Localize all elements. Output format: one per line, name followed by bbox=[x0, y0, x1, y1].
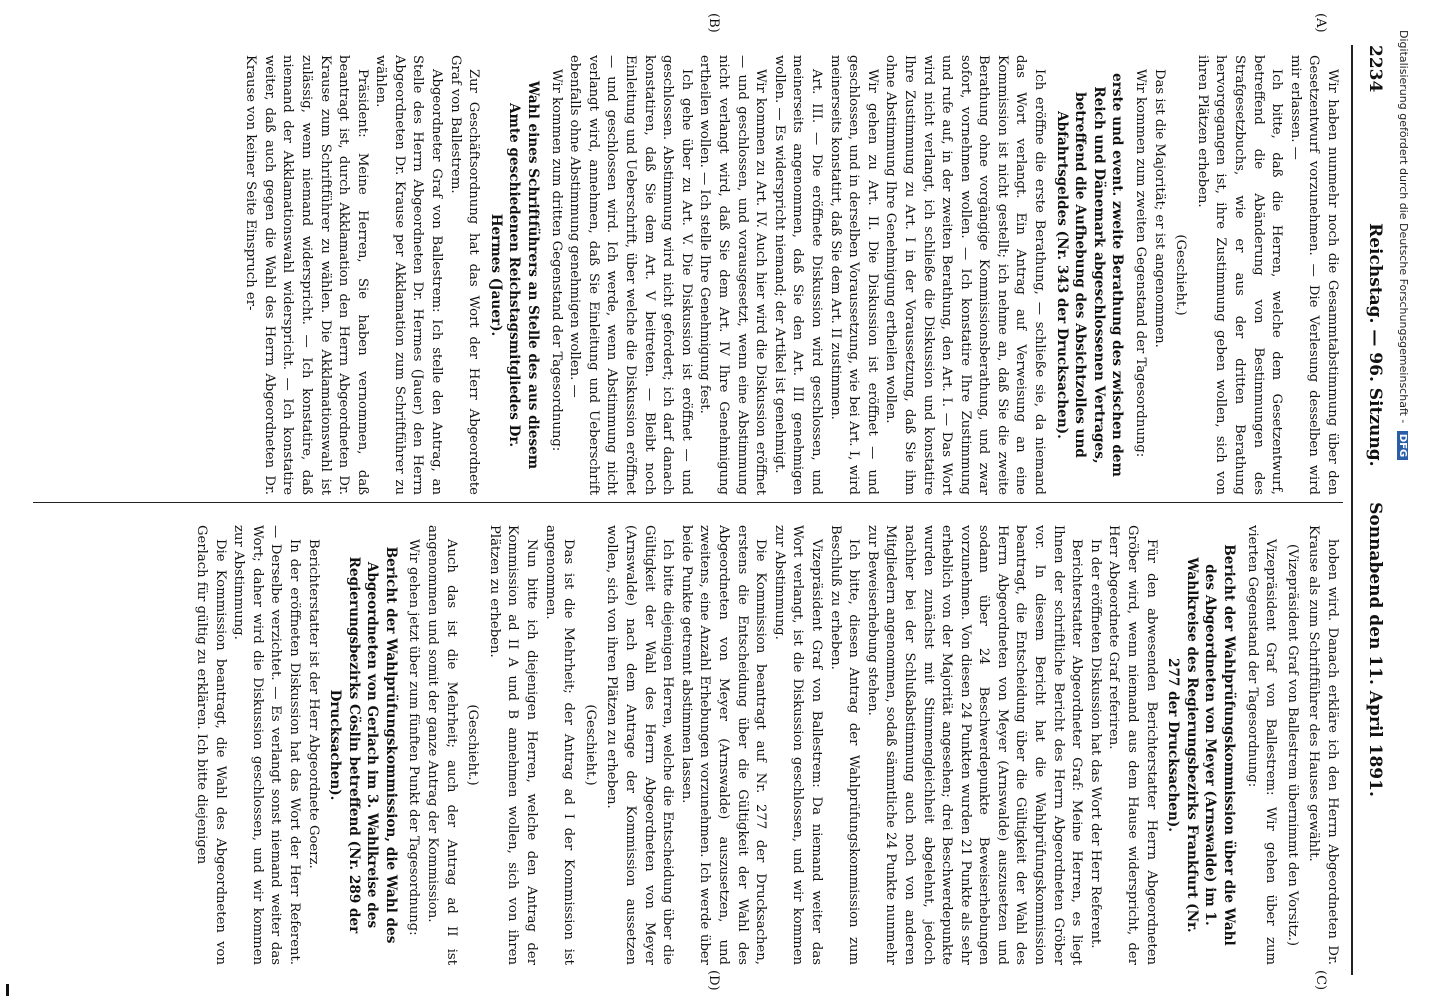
paragraph: Art. III. — Die eröffnete Diskussion wird geschlossen, und meinerseits angenommen, daß Sie den Art. III genehmigen wollen. — Es widerspricht niemand; der Artikel ist genehmigt. bbox=[771, 55, 824, 495]
page-number: 2234 bbox=[1365, 45, 1385, 93]
paragraph: Das ist die Majorität; er ist angenommen. bbox=[1151, 69, 1167, 348]
paragraph: Wir kommen zum dritten Gegenstand der Tagesordnung: bbox=[548, 69, 564, 452]
dfg-logo: DFG bbox=[1397, 431, 1408, 460]
running-head bbox=[1355, 45, 1385, 975]
rotated-page bbox=[18, 5, 1413, 995]
stage-direction: (Vizepräsident Graf von Ballestrem übernimmt den Vorsitz.) bbox=[1284, 543, 1300, 947]
paragraph: Die Kommission beantragt, die Wahl des Abgeordneten von Gerlach für gültig zu erklären. Ich bitte diejenigen bbox=[193, 525, 228, 965]
agenda-heading: Wahl eines Schriftführers an Stelle des aus diesem Amte geschiedenen Reichstagsmitgliedes Dr. Hermes (Jauer). bbox=[487, 80, 542, 470]
paragraph: Berichterstatter Abgeordneter Graf: Meine Herren, es liegt Ihnen der schriftliche Bericht des Herrn Abgeordneten Gröber vor. In diesem Bericht hat die Wahlprüfungskommission beantragt, die Entscheidung über die Gültigkeit der Wahl des Herrn Abgeordneten von Meyer (Arnswalde) auszusetzen und sodann über 24 Beschwerdepunkte Beweiserhebungen vorzunehmen. Von diesen 24 Punkten wurden 21 Punkte als sehr erheblich von der Majorität angesehen; drei Beschwerdepunkte wurden zunächst mit Stimmengleichheit abgelehnt, jedoch nachher bei der Schlußabstimmung auch noch von anderen Mitgliedern angenommen, sodaß sämmtliche 24 Punkte nunmehr zur Beweiserhebung stehen. bbox=[864, 525, 1085, 965]
paragraph: In der eröffneten Diskussion hat das Wort der Herr Referent. — Derselbe verzichtet. — Es verlangt sonst niemand weiter das Wort; daher wird die Diskussion geschlossen, und wir kommen zur Abstimmung. bbox=[231, 525, 302, 965]
paragraph: Nun bitte ich diejenigen Herren, welche den Antrag der Kommission ad II A und B annehmen wollen, sich von ihren Plätzen zu erheben. bbox=[486, 525, 540, 965]
paragraph: hoben wird. Danach erkläre ich den Herrn Abgeordneten Dr. Krause als zum Schriftführer des Hauses gewählt. bbox=[1306, 525, 1340, 965]
digitization-text: Digitalisierung gefördert durch die Deutsche Forschungsgemeinschaft - bbox=[1397, 30, 1410, 424]
left-column bbox=[41, 55, 1341, 495]
session-date: Sonnabend den 11. April 1891. bbox=[1365, 502, 1385, 797]
paragraph: Ich gehe über zu Art. V. Die Diskussion ist eröffnet — und geschlossen. Abstimmung wird nicht gefordert; ich darf danach konstatiren, daß Sie dem Art. V beitreten. — Bleibt noch Einleitung und Ueberschrift, über welche die Diskussion eröffnet — und geschlossen wird. Ich werde, wenn Abstimmung nicht verlangt wird, annehmen, daß Sie Einleitung und Ueberschrift ebenfalls ohne Abstimmung genehmigen wollen. — bbox=[567, 55, 694, 495]
paragraph: Ich bitte, diesen Antrag der Wahlprüfungskommission zum Beschluß zu erheben. bbox=[827, 525, 862, 965]
margin-letter-c: (C) bbox=[1313, 970, 1328, 991]
paragraph: Für den abwesenden Berichterstatter Herrn Abgeordneten Gröber wird, wenn niemand aus dem Hause widerspricht, der Herr Abgeordnete Graf referiren. bbox=[1106, 525, 1159, 965]
paragraph: Ich eröffne die erste Berathung, — schließe sie, da niemand das Wort verlangt. Ein Antrag auf Verweisung an eine Kommission ist nicht gestellt; ich nehme an, daß Sie die zweite Berathung ohne vorgängige Kommissionsberathung, und zwar sofort, vornehmen wollen. — Ich konstatire Ihre Zustimmung und rufe auf, in der zweiten Berathung, den Art. I. — Das Wort wird nicht verlangt, ich schließe die Diskussion und konstatire Ihre Zustimmung zu Art. I in der Voraussetzung, daß Sie ihm ohne Abstimmung Ihre Genehmigung ertheilen wollen. bbox=[883, 55, 1048, 495]
paragraph: Wir gehen zu Art. II. Die Diskussion ist eröffnet — und geschlossen, und in derselben Voraussetzung, wie bei Art. I, wird meinerseits konstatirt, daß Sie dem Art. II zustimmen. bbox=[827, 55, 880, 495]
paragraph: Ich bitte diejenigen Herren, welche die Entscheidung über die Gültigkeit der Wahl des Herrn Abgeordneten von Meyer (Arnswalde) nach dem Antrage der Kommission aussetzen wollen, sich von ihren Plätzen zu erheben. bbox=[604, 525, 676, 965]
margin-letter-a: (A) bbox=[1313, 13, 1328, 33]
paragraph: Berichterstatter ist der Herr Abgeordnete Goerz. bbox=[305, 539, 321, 869]
paragraph: Wir gehen jetzt über zum fünften Punkt der Tagesordnung: bbox=[406, 539, 422, 936]
paragraph: Zur Geschäftsordnung hat das Wort der Herr Abgeordnete Graf von Ballestrem. bbox=[447, 55, 482, 495]
paragraph: Die Kommission beantragt auf Nr. 277 der Drucksachen, erstens die Entscheidung über die Gültigkeit der Wahl des Abgeordneten von Meyer (Arnswalde) auszusetzen, und zweitens, eine Anzahl Erhebungen vorzunehmen. Ich werde über beide Punkte getrennt abstimmen lassen. bbox=[678, 525, 769, 965]
paragraph: In der eröffneten Diskussion hat das Wort der Herr Referent. bbox=[1087, 539, 1103, 949]
agenda-heading: erste und event. zweite Berathung des zwischen dem Reich und Dänemark abgeschlossenen Vertrages, betreffend die Aufhebung des Absichtzolles und Abfahrtsgeldes (Nr. 343 der Drucksachen). bbox=[1053, 73, 1126, 477]
margin-letter-b: (B) bbox=[706, 13, 721, 33]
column-divider bbox=[33, 502, 1343, 503]
agenda-heading: Bericht der Wahlprüfungskommission, die Wahl des Abgeordneten von Gerlach im 3. Wahlkreise des Regierungsbezirks Cöslin betreffend (Nr. 289 der Drucksachen). bbox=[327, 546, 399, 944]
right-column bbox=[41, 525, 1341, 965]
stage-direction: (Geschieht.) bbox=[582, 704, 598, 786]
scan-corner-mark bbox=[6, 984, 9, 996]
paragraph: Das ist die Mehrheit; der Antrag ad I der Kommission ist angenommen. bbox=[542, 525, 577, 965]
header-rule bbox=[1351, 45, 1353, 975]
margin-letter-d: (D) bbox=[706, 970, 721, 991]
paragraph: Abgeordneter Graf von Ballestrem: Ich stelle den Antrag, an Stelle des Herrn Abgeordneten Dr. Hermes (Jauer) den Herrn Abgeordneten Dr. Krause per Akklamation zum Schriftführer zu wählen. bbox=[373, 55, 445, 495]
session-title: Reichstag. — 96. Sitzung. bbox=[1365, 223, 1385, 467]
stage-direction: (Geschieht.) bbox=[1173, 234, 1189, 316]
paragraph: Wir haben nunmehr noch die Gesammtabstimmung über den Gesetzentwurf vorzunehmen. — Die Verlesung desselben wird mir erlassen. — bbox=[1287, 55, 1340, 495]
digitization-note bbox=[1397, 30, 1410, 460]
agenda-heading: Bericht der Wahlprüfungskommission über die Wahl des Abgeordneten von Meyer (Arnswalde) im 1. Wahlkreise des Regierungsbezirks Frankfurt (Nr. 277 der Drucksachen). bbox=[1165, 544, 1238, 946]
paragraph: Vizepräsident Graf von Ballestrem: Da niemand weiter das Wort verlangt, ist die Diskussion geschlossen, und wir kommen zur Abstimmung. bbox=[771, 525, 824, 965]
paragraph: Wir kommen zu Art. IV. Auch hier wird die Diskussion eröffnet — und geschlossen, und vorausgesetzt, wenn eine Abstimmung nicht verlangt wird, daß Sie dem Art. IV Ihre Genehmigung ertheilen wollen. — Ich stelle Ihre Genehmigung fest. bbox=[697, 55, 769, 495]
paragraph: Auch das ist die Mehrheit; auch der Antrag ad II ist angenommen und somit der ganze Antrag der Kommission. bbox=[425, 525, 459, 965]
paragraph: Vizepräsident Graf von Ballestrem: Wir gehen über zum vierten Gegenstand der Tagesordnung: bbox=[1244, 525, 1279, 965]
stage-direction: (Geschieht.) bbox=[465, 704, 481, 786]
paragraph: Ich bitte, daß die Herren, welche dem Gesetzentwurf, betreffend die Abänderung von Bestimmungen des Strafgesetzbuchs, wie er aus der dritten Berathung hervorgegangen ist, ihre Zustimmung geben wollen, sich von ihren Plätzen erheben. bbox=[1194, 55, 1285, 495]
paragraph: Präsident: Meine Herren, Sie haben vernommen, daß beantragt ist, durch Akklamation den Herrn Abgeordneten Dr. Krause zum Schriftführer zu wählen. Die Akklamationswahl ist zulässig, wenn niemand widerspricht. — Ich konstatire, daß niemand der Akklamationswahl widerspricht. — Ich konstatire weiter, daß auch gegen die Wahl des Herrn Abgeordneten Dr. Krause von keiner Seite Einspruch er- bbox=[243, 55, 370, 495]
paragraph: Wir kommen zum zweiten Gegenstand der Tagesordnung: bbox=[1133, 69, 1149, 458]
